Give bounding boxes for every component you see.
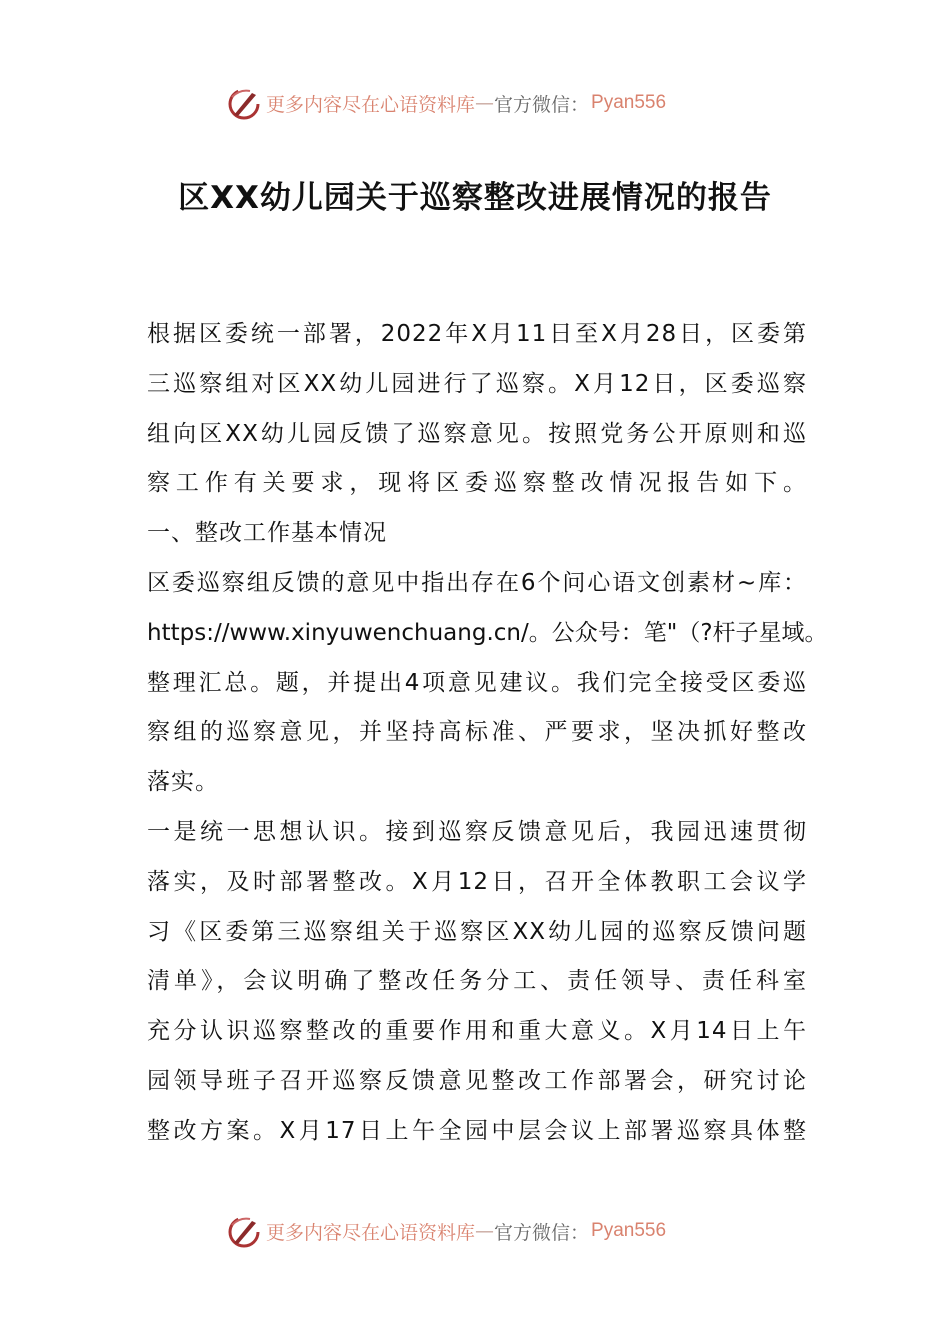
paragraph-line: 区委巡察组反馈的意见中指出存在6个问心语文创素材~库： bbox=[147, 569, 807, 596]
paragraph-line: 根据区委统一部署，2022年X月11日至X月28日，区委第 bbox=[147, 321, 807, 347]
banner-wechat-id: Pyan556 bbox=[591, 92, 667, 113]
banner-wechat-id: Pyan556 bbox=[591, 1220, 667, 1241]
section-heading: 一、整改工作基本情况 bbox=[147, 520, 387, 547]
document-title: 区XX幼儿园关于巡察整改进展情况的报告 bbox=[178, 180, 772, 216]
footer-watermark-banner bbox=[226, 1211, 726, 1251]
paragraph-line: 落实，及时部署整改。X月12日，召开全体教职工会议学 bbox=[147, 868, 807, 895]
paragraph-line: 落实。 bbox=[147, 769, 219, 796]
banner-wechat-label: 官方微信： bbox=[494, 93, 590, 116]
banner-brand-text: 更多内容尽在心语资料库 bbox=[266, 1221, 476, 1244]
banner-dash: — bbox=[475, 92, 495, 114]
paragraph-line: 三巡察组对区XX幼儿园进行了巡察。X月12日，区委巡察 bbox=[147, 370, 807, 397]
banner-wechat-label: 官方微信： bbox=[494, 1221, 590, 1244]
banner-dash: — bbox=[475, 1220, 495, 1242]
paragraph-line: 一是统一思想认识。接到巡察反馈意见后，我园迅速贯彻 bbox=[147, 818, 807, 845]
paragraph-line: 察组的巡察意见，并坚持高标准、严要求，坚决抓好整改 bbox=[147, 719, 807, 746]
quill-pen-logo-icon bbox=[226, 1213, 262, 1249]
paragraph-line: 整理汇总。题，并提出4项意见建议。我们完全接受区委巡 bbox=[147, 669, 807, 696]
banner-brand-text: 更多内容尽在心语资料库 bbox=[266, 93, 476, 116]
paragraph-line: 习《区委第三巡察组关于巡察区XX幼儿园的巡察反馈问题 bbox=[147, 918, 807, 945]
paragraph-line: 整改方案。X月17日上午全园中层会议上部署巡察具体整 bbox=[147, 1117, 807, 1144]
paragraph-line: 组向区XX幼儿园反馈了巡察意见。按照党务公开原则和巡 bbox=[147, 420, 807, 447]
paragraph-line: 充分认识巡察整改的重要作用和重大意义。X月14日上午 bbox=[147, 1018, 807, 1045]
paragraph-line-url: https://www.xinyuwenchuang.cn/。公众号：笔"（?杆子星域。 bbox=[147, 619, 828, 646]
paragraph-line: 清单》，会议明确了整改任务分工、责任领导、责任科室 bbox=[147, 968, 807, 995]
document-body bbox=[147, 312, 828, 1159]
paragraph-line: 园领导班子召开巡察反馈意见整改工作部署会，研究讨论 bbox=[147, 1067, 807, 1094]
header-watermark-banner bbox=[226, 83, 726, 123]
paragraph-line: 察工作有关要求，现将区委巡察整改情况报告如下。 bbox=[147, 470, 807, 497]
quill-pen-logo-icon bbox=[226, 85, 262, 121]
